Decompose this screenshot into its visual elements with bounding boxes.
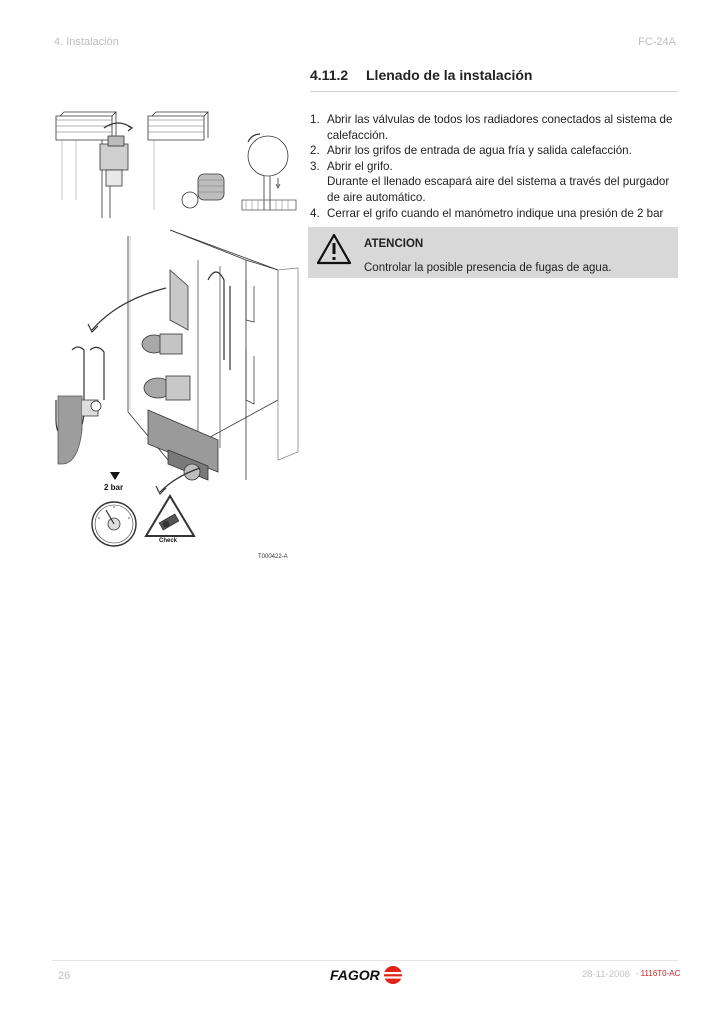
page-number: 26 [58, 970, 71, 982]
header-model-label: FC-24A [638, 36, 676, 48]
section-number: 4.11.2 [310, 67, 349, 83]
boiler-cabinet-drawing [128, 230, 298, 480]
warning-icon [316, 233, 352, 265]
header-section-label: 4. Instalación [54, 36, 119, 48]
boiler-filling-illustration [48, 100, 300, 570]
step-text: Cerrar el grifo cuando el manómetro indique una presión de 2 bar [327, 206, 664, 220]
steps-list [310, 112, 682, 221]
radiator-thermostat-drawing [148, 112, 296, 210]
doc-code-text: 1116T0-AC [640, 969, 681, 978]
list-item [310, 143, 682, 159]
code-separator: - [636, 969, 639, 978]
logo-text: FAGOR [330, 967, 380, 983]
warning-box [308, 227, 678, 278]
pressure-label: 2 bar [104, 483, 124, 492]
radiator-valve-drawing [56, 112, 132, 218]
list-item [310, 159, 682, 206]
list-item [310, 112, 682, 143]
fagor-logo [330, 964, 406, 986]
list-item [310, 206, 682, 222]
step-text: Abrir los grifos de entrada de agua fría y salida calefacción. [327, 144, 632, 158]
section-title-text: Llenado de la instalación [366, 67, 533, 83]
section-title [310, 67, 678, 92]
step-number: 2. [310, 144, 320, 158]
figure-code: T000422-A [258, 554, 288, 560]
check-label: Check [159, 538, 178, 544]
warning-body: Controlar la posible presencia de fugas de agua. [364, 262, 612, 274]
warning-title: ATENCION [364, 238, 424, 250]
footer-divider [52, 960, 678, 961]
step-number: 4. [310, 206, 320, 220]
footer-date: 28-11-2008 [582, 969, 630, 980]
step-number: 1. [310, 113, 320, 126]
step-text: Abrir el grifo. [327, 159, 393, 173]
step-number: 3. [310, 159, 320, 173]
step-subtext: Durante el llenado escapará aire del sistema a través del purgador de aire automático. [327, 175, 670, 204]
footer-doc-code [636, 969, 680, 978]
step-text: Abrir las válvulas de todos los radiadores conectados al sistema de calefacción. [327, 113, 673, 142]
